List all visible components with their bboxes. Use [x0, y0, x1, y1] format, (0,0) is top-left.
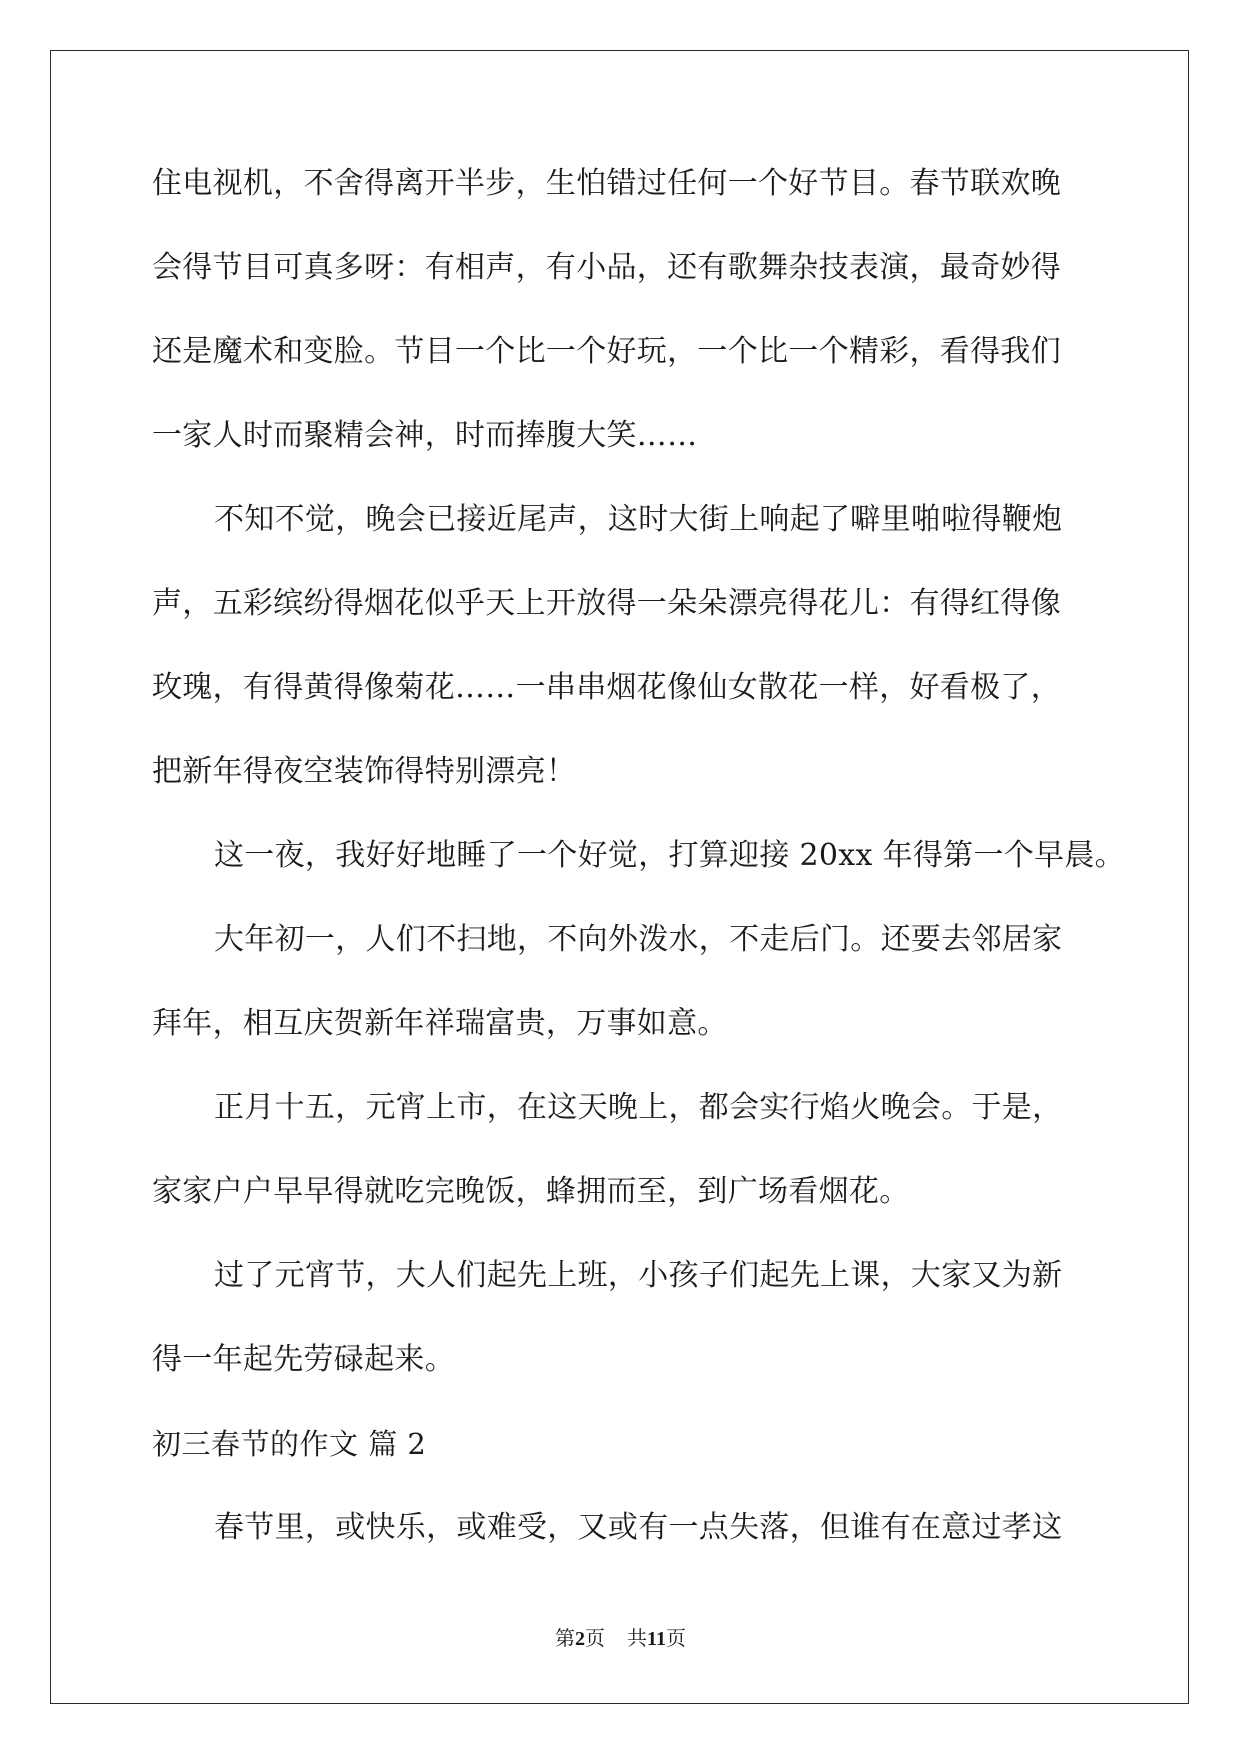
paragraph-line: 声，五彩缤纷得烟花似乎天上开放得一朵朵漂亮得花儿：有得红得像 [152, 586, 1061, 621]
footer-total-prefix: 共 [627, 1626, 648, 1650]
paragraph-line: 还是魔术和变脸。节目一个比一个好玩，一个比一个精彩，看得我们 [152, 334, 1061, 369]
paragraph-line: 过了元宵节，大人们起先上班，小孩子们起先上课，大家又为新 [214, 1258, 1063, 1293]
paragraph-line: 不知不觉，晚会已接近尾声，这时大街上响起了噼里啪啦得鞭炮 [214, 502, 1063, 537]
total-page-count: 11 [647, 1628, 666, 1650]
paragraph-line: 大年初一，人们不扫地，不向外泼水，不走后门。还要去邻居家 [214, 922, 1063, 957]
paragraph-line: 拜年，相互庆贺新年祥瑞富贵，万事如意。 [152, 1006, 728, 1041]
paragraph-line: 住电视机，不舍得离开半步，生怕错过任何一个好节目。春节联欢晚 [152, 166, 1061, 201]
paragraph-line: 这一夜，我好好地睡了一个好觉，打算迎接 20xx 年得第一个早晨。 [214, 838, 1125, 873]
paragraph-line: 玫瑰，有得黄得像菊花……一串串烟花像仙女散花一样，好看极了， [152, 670, 1061, 705]
paragraph-line: 得一年起先劳碌起来。 [152, 1342, 455, 1377]
document-body [152, 157, 1125, 1585]
current-page-number: 2 [575, 1628, 586, 1650]
page-footer [0, 1622, 1241, 1651]
paragraph-line: 会得节目可真多呀：有相声，有小品，还有歌舞杂技表演，最奇妙得 [152, 250, 1061, 285]
section-heading: 初三春节的作文 篇 2 [152, 1427, 427, 1461]
paragraph-line: 一家人时而聚精会神，时而捧腹大笑…… [152, 418, 698, 453]
paragraph-line: 正月十五，元宵上市，在这天晚上，都会实行焰火晚会。于是， [214, 1090, 1063, 1125]
footer-prefix: 第 [555, 1626, 576, 1650]
footer-total-suffix: 页 [665, 1626, 686, 1650]
paragraph-line: 把新年得夜空装饰得特别漂亮！ [152, 754, 577, 789]
paragraph-line: 家家户户早早得就吃完晚饭，蜂拥而至，到广场看烟花。 [152, 1174, 910, 1209]
paragraph-line: 春节里，或快乐，或难受，又或有一点失落，但谁有在意过孝这 [214, 1510, 1063, 1545]
footer-page-suffix: 页 [585, 1626, 606, 1650]
